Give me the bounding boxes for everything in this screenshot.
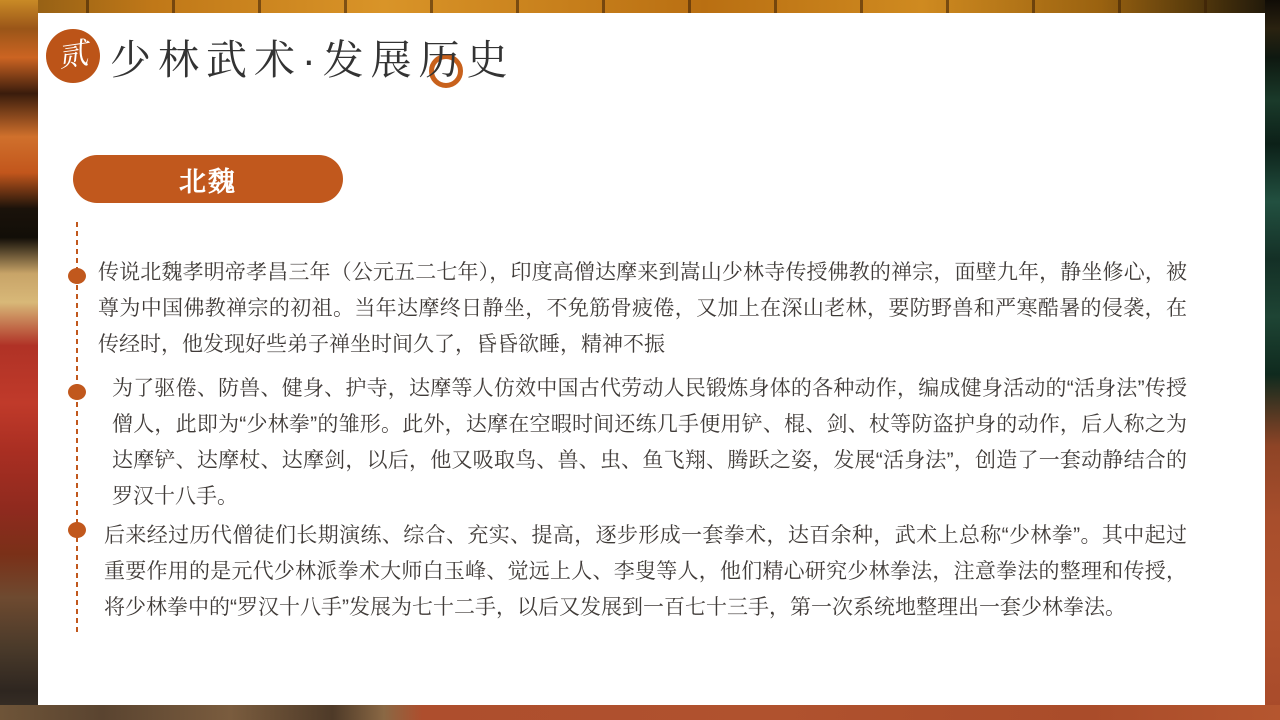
section-number-badge xyxy=(46,29,100,83)
timeline-bullet-1 xyxy=(68,268,86,284)
era-pill-label: 北魏 xyxy=(179,166,237,197)
page-title: 少林武术·发展历史 xyxy=(110,37,515,83)
content-card xyxy=(38,13,1265,705)
timeline-bullet-3 xyxy=(68,522,86,538)
history-paragraph-1: 传说北魏孝明帝孝昌三年（公元五二七年），印度高僧达摩来到嵩山少林寺传授佛教的禅宗，面壁九年，静坐修心，被尊为中国佛教禅宗的初祖。当年达摩终日静坐，不免筋骨疲倦，又加上在深山老林，要防野兽和严寒酷暑的侵袭，在传经时，他发现好些弟子禅坐时间久了，昏昏欲睡，精神不振 xyxy=(98,261,1187,356)
era-pill xyxy=(73,155,343,203)
timeline-bullet-2 xyxy=(68,384,86,400)
background-photo-left-strip xyxy=(0,0,38,720)
history-paragraph-2: 为了驱倦、防兽、健身、护寺，达摩等人仿效中国古代劳动人民锻炼身体的各种动作，编成健身活动的“活身法”传授僧人，此即为“少林拳”的雏形。此外，达摩在空暇时间还练几手便用铲、棍、剑、杖等防盗护身的动作，后人称之为达摩铲、达摩杖、达摩剑，以后，他又吸取鸟、兽、虫、鱼飞翔、腾跃之姿，发展“活身法”，创造了一套动静结合的罗汉十八手。 xyxy=(112,377,1187,508)
background-photo-bottom-strip xyxy=(0,705,1280,720)
section-number-glyph: 贰 xyxy=(55,36,91,75)
background-photo-top-strip xyxy=(0,0,1280,13)
background-photo-right-strip xyxy=(1265,0,1280,720)
history-paragraph-3: 后来经过历代僧徒们长期演练、综合、充实、提高，逐步形成一套拳术，达百余种，武术上总称“少林拳”。其中起过重要作用的是元代少林派拳术大师白玉峰、觉远上人、李叟等人，他们精心研究少林拳法，注意拳法的整理和传授，将少林拳中的“罗汉十八手”发展为七十二手，以后又发展到一百七十三手，第一次系统地整理出一套少林拳法。 xyxy=(104,524,1187,619)
